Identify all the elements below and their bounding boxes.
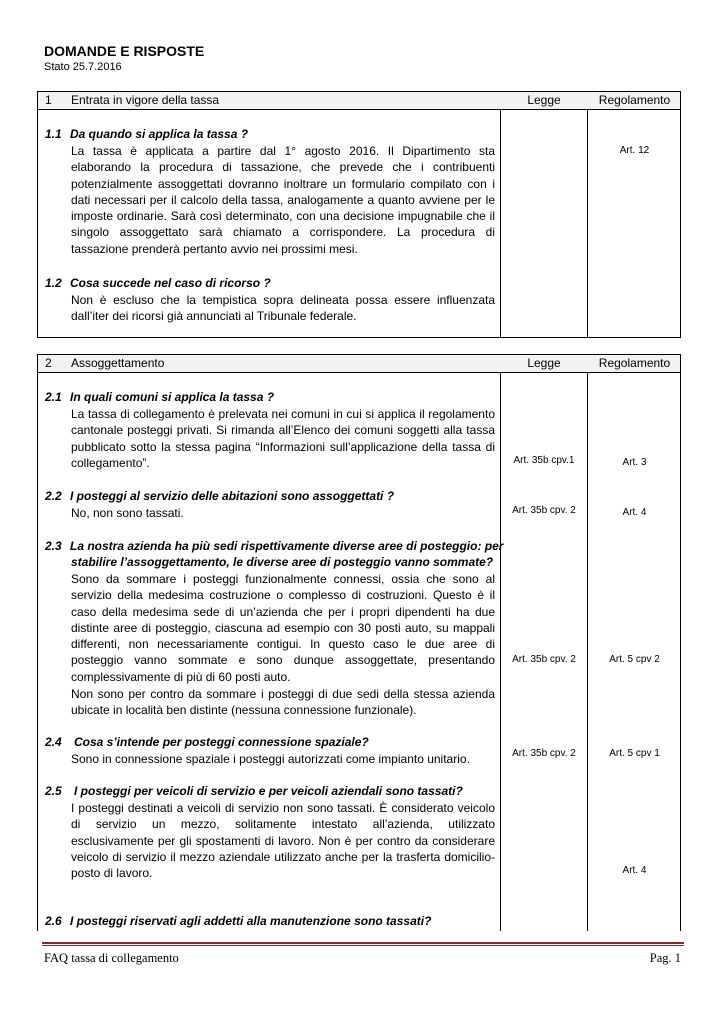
- answer-2-4: Sono in connessione spaziale i posteggi autorizzati come impianto unitario.: [71, 752, 470, 766]
- question-2-2: [45, 489, 394, 503]
- answer-1-1: La tassa è applicata a partire dal 1° agosto 2016. Il Dipartimento sta elaborando la procedura di tassazione, che prevede che i contribuenti potenzialmente assoggettati dovranno inoltrare un formulario compilato con i dati necessari per il calcolo della tassa, analogamente a quanto avviene per le imposte ordinarie. Sarà così determinato, con una decisione impugnabile che il singolo assoggettato sarà chiamato a corrispondere. La procedura di tassazione prenderà pertanto avvio nei prossimi mesi.: [71, 144, 495, 256]
- question-1-2: [45, 276, 271, 290]
- footer-rule: [42, 942, 684, 944]
- column-header-regolamento: Regolamento: [598, 356, 671, 370]
- question-number: 1.1: [45, 127, 62, 141]
- question-text: I posteggi riservati agli addetti alla manutenzione sono tassati?: [70, 914, 432, 928]
- ref-regolamento-2-5: Art. 4: [622, 865, 647, 876]
- footer-page-number: Pag. 1: [649, 951, 681, 965]
- question-text: Cosa succede nel caso di ricorso ?: [70, 276, 271, 290]
- question-2-5: [45, 784, 463, 798]
- question-2-6: [45, 914, 431, 928]
- question-2-4: [45, 735, 369, 749]
- answer-2-5: I posteggi destinati a veicoli di servizio non sono tassati. È considerato veicolo di servizio un mezzo, solitamente intestato all’azienda, utilizzato esclusivamente per gli spostamenti di lavoro. Non è per contro da considerare veicolo di servizio il mezzo aziendale utilizzato anche per la trasferta domicilio-posto di lavoro.: [71, 801, 495, 881]
- ref-regolamento-2-2: Art. 4: [622, 507, 647, 518]
- section-table-1: [37, 91, 681, 338]
- column-header-legge: Legge: [527, 356, 561, 370]
- column-header-legge: Legge: [527, 93, 561, 107]
- question-number: 2.3: [45, 539, 62, 553]
- ref-legge-2-2: Art. 35b cpv. 2: [512, 505, 576, 516]
- section-header-2: [38, 355, 680, 373]
- ref-regolamento-2-3: Art. 5 cpv 2: [609, 654, 660, 665]
- answer-2-2: No, non sono tassati.: [71, 506, 184, 520]
- section-title: Assoggettamento: [71, 356, 165, 370]
- column-header-regolamento: Regolamento: [598, 93, 671, 107]
- question-number: 2.4: [45, 735, 62, 749]
- section-table-2: [37, 354, 681, 931]
- document-status: Stato 25.7.2016: [44, 61, 122, 73]
- question-text: I posteggi per veicoli di servizio e per veicoli aziendali sono tassati?: [74, 784, 463, 798]
- answer-1-2: Non è escluso che la tempistica sopra delineata possa essere influenzata dall’iter dei ricorsi già annunciati al Tribunale federale.: [71, 293, 495, 324]
- question-number: 2.2: [45, 489, 62, 503]
- ref-legge-2-3: Art. 35b cpv. 2: [512, 654, 576, 665]
- answer-2-3: Sono da sommare i posteggi funzionalmente connessi, ossia che sono al servizio della medesima costruzione o complesso di costruzioni. Questo è il caso della medesima sede di un’azienda che per i propri dipendenti ha due distinte aree di posteggio, ciascuna ad esempio con 30 posti auto, su mappali differenti, non necessariamente contigui. In questo caso le due aree di posteggio vanno sommate e sono dunque assoggettate, presentando complessivamente di più di 60 posti auto.: [71, 572, 495, 684]
- section-number: 2: [45, 356, 52, 370]
- question-2-1: [45, 390, 274, 404]
- section-title: Entrata in vigore della tassa: [71, 93, 220, 107]
- question-1-1: [45, 127, 248, 141]
- footer-document-name: FAQ tassa di collegamento: [44, 951, 179, 965]
- answer-2-1: La tassa di collegamento è prelevata nei comuni in cui si applica il regolamento cantonale posteggi privati. Si rimanda all’Elenco dei comuni soggetti alla tassa pubblicato sotto la stessa pagina “Informazioni sull’applicazione della tassa di collegamento”.: [71, 407, 495, 470]
- question-text: I posteggi al servizio delle abitazioni sono assoggettati ?: [70, 489, 395, 503]
- question-text: La nostra azienda ha più sedi rispettivamente diverse aree di posteggio: per: [70, 539, 504, 553]
- question-text: Da quando si applica la tassa ?: [70, 127, 249, 141]
- ref-regolamento-2-1: Art. 3: [622, 457, 647, 468]
- document-title: DOMANDE E RISPOSTE: [44, 43, 205, 59]
- question-text: In quali comuni si applica la tassa ?: [70, 390, 275, 404]
- ref-legge-2-4: Art. 35b cpv. 2: [512, 748, 576, 759]
- answer-2-3-b: Non sono per contro da sommare i posteggi di due sedi della stessa azienda ubicate in località ben distinte (nessuna connessione funzionale).: [71, 687, 495, 718]
- question-number: 2.5: [45, 784, 62, 798]
- ref-regolamento-2-4: Art. 5 cpv 1: [609, 748, 660, 759]
- section-number: 1: [45, 93, 52, 107]
- ref-regolamento-1-1: Art. 12: [619, 145, 650, 156]
- question-number: 1.2: [45, 276, 62, 290]
- question-text: Cosa s’intende per posteggi connessione spaziale?: [74, 735, 369, 749]
- question-2-3-continuation: stabilire l’assoggettamento, le diverse aree di posteggio vanno sommate?: [71, 555, 494, 569]
- footer-rule-thin: [42, 945, 684, 946]
- question-number: 2.1: [45, 390, 62, 404]
- question-number: 2.6: [45, 914, 62, 928]
- question-2-3: [45, 539, 503, 553]
- section-header-1: [38, 92, 680, 110]
- ref-legge-2-1: Art. 35b cpv.1: [513, 455, 575, 466]
